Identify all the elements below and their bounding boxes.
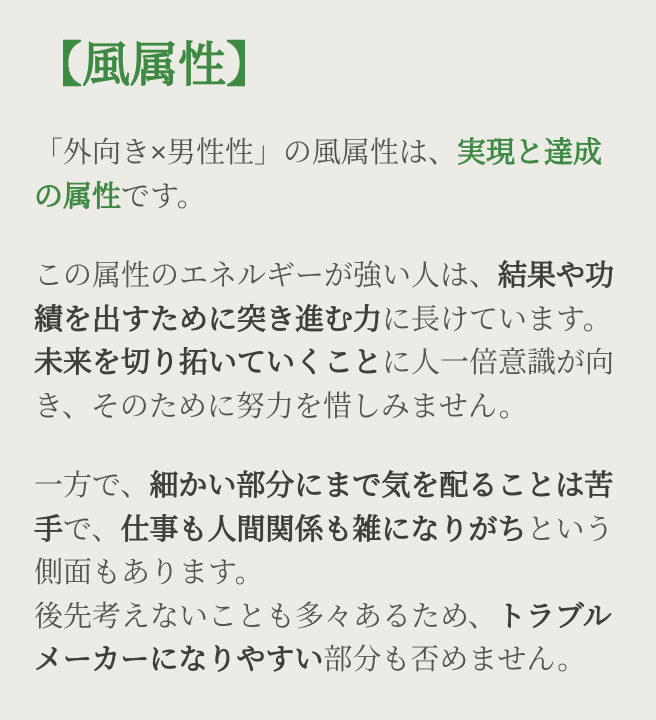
text-segment: です。 <box>121 180 206 213</box>
accent-emphasis-segment: 実現と達成の属性 <box>34 137 602 213</box>
text-segment: 部分も否めません。 <box>323 644 587 676</box>
text-segment: に人一倍意識が向き、そのために努力を惜しみません。 <box>34 347 615 423</box>
emphasis-segment: 仕事も人間関係も雑になりがち <box>120 513 527 546</box>
emphasis-segment: 結果や功績を出すために突き進む力 <box>34 260 615 336</box>
article-body <box>34 132 622 683</box>
text-segment: 一方で、 <box>34 470 150 502</box>
text-segment: 「外向き×男性性」の風属性は、 <box>34 137 457 169</box>
paragraph <box>34 465 622 683</box>
paragraph <box>34 255 622 429</box>
text-segment: に長けています。 <box>382 303 612 336</box>
text-segment: という側面もあります。 <box>34 513 614 589</box>
text-segment: 後先考えないことも多々あるため、 <box>34 600 497 633</box>
text-segment: この属性のエネルギーが強い人は、 <box>34 260 499 292</box>
paragraph <box>34 132 622 219</box>
emphasis-segment: 細かい部分にまで気を配ることは苦手 <box>34 470 614 546</box>
article-heading: 【風属性】 <box>34 39 275 92</box>
emphasis-segment: 未来を切り拓いていくこと <box>34 347 383 379</box>
emphasis-segment: トラブルメーカーになりやすい <box>34 600 612 676</box>
text-segment: で、 <box>63 513 121 546</box>
